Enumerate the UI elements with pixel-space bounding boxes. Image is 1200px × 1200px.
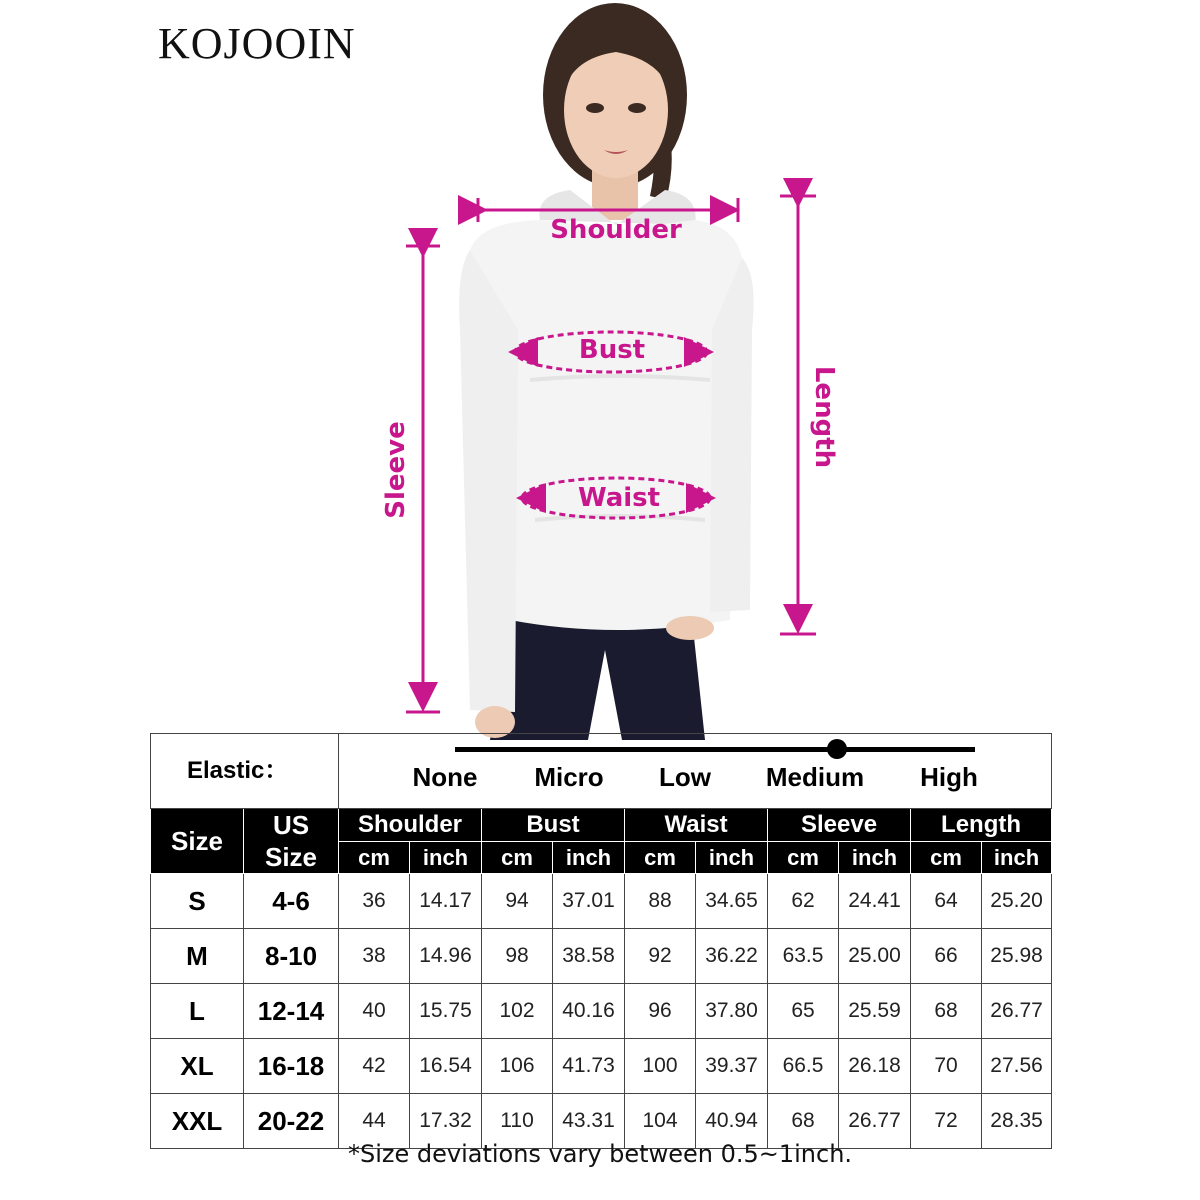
measurement-cell: 28.35 [982, 1094, 1052, 1149]
group-header-shoulder: Shoulder [339, 809, 482, 842]
size-chart-table [150, 733, 1052, 1149]
table-row [151, 1039, 1052, 1094]
measurement-cell: 68 [911, 984, 982, 1039]
table-row [151, 874, 1052, 929]
measurement-cell: 26.77 [982, 984, 1052, 1039]
size-deviation-note: *Size deviations vary between 0.5~1inch. [347, 1140, 853, 1168]
measurement-cell: 96 [625, 984, 696, 1039]
unit-header: inch [410, 842, 482, 874]
measurement-cell: 66.5 [768, 1039, 839, 1094]
brand-logo: KOJOOIN [158, 19, 356, 68]
group-header-bust: Bust [482, 809, 625, 842]
measurement-cell: 98 [482, 929, 553, 984]
size-column-header: Size [151, 809, 244, 874]
elastic-selected-marker [827, 739, 847, 759]
unit-header: inch [553, 842, 625, 874]
us-size-cell: 4-6 [244, 874, 339, 929]
measurement-cell: 43.31 [553, 1094, 625, 1149]
size-cell: S [151, 874, 244, 929]
elastic-label: Elastic： [151, 734, 339, 809]
measurement-cell: 100 [625, 1039, 696, 1094]
measurement-cell: 37.80 [696, 984, 768, 1039]
group-header-sleeve: Sleeve [768, 809, 911, 842]
measurement-cell: 36.22 [696, 929, 768, 984]
measurement-cell: 37.01 [553, 874, 625, 929]
measurement-cell: 38.58 [553, 929, 625, 984]
measurement-cell: 94 [482, 874, 553, 929]
measurement-cell: 36 [339, 874, 410, 929]
measurement-cell: 42 [339, 1039, 410, 1094]
measurement-cell: 41.73 [553, 1039, 625, 1094]
us-size-cell: 16-18 [244, 1039, 339, 1094]
unit-header: cm [339, 842, 410, 874]
elastic-scale-line [455, 747, 975, 752]
measurement-cell: 65 [768, 984, 839, 1039]
elastic-level-low: Low [659, 762, 712, 792]
measurement-cell: 40.94 [696, 1094, 768, 1149]
unit-header: inch [839, 842, 911, 874]
size-cell: M [151, 929, 244, 984]
elastic-scale [339, 734, 1052, 809]
measurement-cell: 92 [625, 929, 696, 984]
table-header-row [151, 809, 1052, 842]
measurement-cell: 102 [482, 984, 553, 1039]
unit-header: cm [482, 842, 553, 874]
us-size-cell: 8-10 [244, 929, 339, 984]
us-size-cell: 12-14 [244, 984, 339, 1039]
measurement-cell: 27.56 [982, 1039, 1052, 1094]
us-size-cell: 20-22 [244, 1094, 339, 1149]
shoulder-label: Shoulder [550, 215, 682, 245]
measurement-cell: 26.18 [839, 1039, 911, 1094]
sleeve-label: Sleeve [381, 421, 411, 519]
group-header-length: Length [911, 809, 1052, 842]
measurement-cell: 17.32 [410, 1094, 482, 1149]
unit-header: inch [696, 842, 768, 874]
measurement-cell: 39.37 [696, 1039, 768, 1094]
measurement-cell: 14.96 [410, 929, 482, 984]
us-header-line1: US [272, 810, 310, 840]
elastic-level-medium: Medium [765, 762, 865, 792]
measurement-cell: 25.98 [982, 929, 1052, 984]
sleeve-arrow [406, 246, 440, 712]
measurement-cell: 25.59 [839, 984, 911, 1039]
measurement-cell: 38 [339, 929, 410, 984]
size-cell: XXL [151, 1094, 244, 1149]
table-row [151, 984, 1052, 1039]
measurement-cell: 88 [625, 874, 696, 929]
measurement-cell: 14.17 [410, 874, 482, 929]
measurement-cell: 72 [911, 1094, 982, 1149]
measurement-cell: 25.00 [839, 929, 911, 984]
elastic-level-micro: Micro [534, 762, 604, 792]
measurement-cell: 26.77 [839, 1094, 911, 1149]
measurement-cell: 40 [339, 984, 410, 1039]
measurement-cell: 66 [911, 929, 982, 984]
measurement-cell: 106 [482, 1039, 553, 1094]
unit-header: cm [911, 842, 982, 874]
measurement-cell: 110 [482, 1094, 553, 1149]
measurement-cell: 63.5 [768, 929, 839, 984]
bust-label: Bust [578, 335, 646, 365]
measurement-cell: 16.54 [410, 1039, 482, 1094]
measurement-cell: 64 [911, 874, 982, 929]
elastic-row [151, 734, 1052, 809]
us-header-line2: Size [264, 842, 318, 872]
measurement-cell: 104 [625, 1094, 696, 1149]
measurement-cell: 68 [768, 1094, 839, 1149]
waist-label: Waist [577, 483, 661, 513]
measurement-cell: 70 [911, 1039, 982, 1094]
measurement-cell: 40.16 [553, 984, 625, 1039]
unit-header: cm [625, 842, 696, 874]
measurement-cell: 25.20 [982, 874, 1052, 929]
measurement-cell: 44 [339, 1094, 410, 1149]
measurement-cell: 34.65 [696, 874, 768, 929]
measurement-cell: 62 [768, 874, 839, 929]
table-row [151, 929, 1052, 984]
measurement-cell: 15.75 [410, 984, 482, 1039]
us-size-column-header [244, 809, 339, 874]
size-cell: XL [151, 1039, 244, 1094]
unit-header: cm [768, 842, 839, 874]
size-cell: L [151, 984, 244, 1039]
measurement-cell: 24.41 [839, 874, 911, 929]
elastic-level-high: High [920, 762, 978, 792]
length-label: Length [809, 365, 839, 469]
group-header-waist: Waist [625, 809, 768, 842]
elastic-level-none: None [412, 762, 478, 792]
unit-header: inch [982, 842, 1052, 874]
